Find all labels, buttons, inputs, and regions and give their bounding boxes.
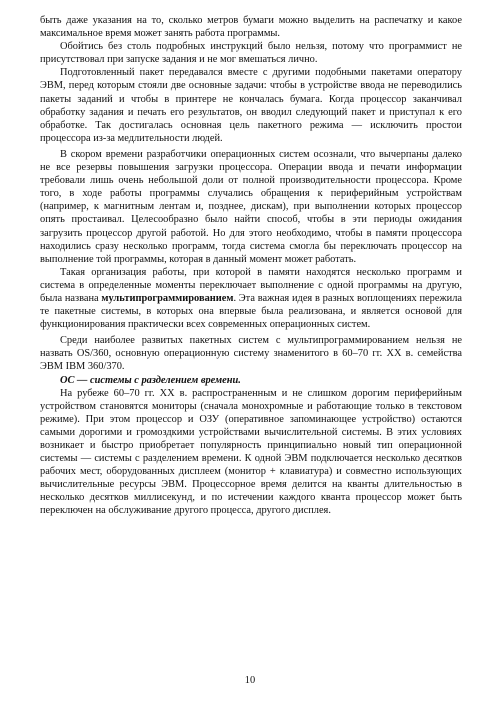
paragraph-os360: Среди наиболее развитых пакетных систем с мультипрограммированием нельзя не назвать OS/360, основную операционную систему знаменитого в 60–70 гг. XX в. семейства ЭВМ IBM 360/370. [40, 335, 462, 373]
paragraph-continuation: быть даже указания на то, сколько метров бумаги можно выделить на распечатку и какое максимальное время может занять работа программы. [40, 15, 462, 40]
paragraph-multiprogramming [40, 266, 462, 331]
paragraph-time-sharing: На рубеже 60–70 гг. XX в. распространенным и не слишком дорогим периферийным устройством становятся мониторы (сначала монохромные и работающие только в текстовом режиме). При этом процессор и ОЗУ (оперативное запоминающее устройство) остаются самыми дорогими и громоздкими устройствами вычислительной системы. В этих условиях возникает и быстро приобретает популярность принципиально новый тип операционной системы — системы с разделением времени. К одной ЭВМ подключается несколько десятков рабочих мест, оборудованных дисплеем (монитор + клавиатура) и совместно использующих вычислительные ресурсы ЭВМ. Процессорное время делится на кванты длительностью в несколько десятков миллисекунд, и по истечении каждого кванта процессор может быть переключен на обслуживание другого процесса, другого дисплея. [40, 387, 462, 517]
multiprogramming-text-after: . Эта важная идея в разных воплощениях пережила те пакетные системы, в которых она впервые была реализована, и является основой для функционирования практически всех современных операционных систем. [40, 292, 463, 331]
paragraph-instructions: Обойтись без столь подробных инструкций было нельзя, потому что программист не присутствовал при запуске задания и не мог вмешаться лично. [40, 41, 462, 66]
section-heading-time-sharing: ОС — системы с разделением времени. [60, 374, 241, 386]
page-number: 10 [244, 675, 256, 686]
multiprogramming-text-before: Такая организация работы, при которой в памяти находятся несколько программ и система в определенные моменты переключает выполнение с одной программы на другую, была названа [40, 266, 462, 304]
paragraph-processor-reserves: В скором времени разработчики операционных систем осознали, что вычерпаны далеко не все резервы повышения загрузки процессора. Операции ввода и печати информации требовали лишь очень небольшой доли от полной производительности процессора. Кроме того, в ходе работы программы случались обращения к периферийным устройствам (например, к магнитным лентам и, позднее, дискам), при выполнении которых процессор опять простаивал. Целесообразно было найти способ, чтобы в эти периоды ожидания загрузить процессор другой работой. Но для этого необходимо, чтобы в памяти процессора находились сразу несколько программ, тогда система смогла бы переключать процессор на выполнение той программы, которая в данный момент может работать. [40, 148, 462, 265]
paragraph-batch-operator: Подготовленный пакет передавался вместе с другими подобными пакетами оператору ЭВМ, перед которым стояли две основные задачи: чтобы в устройстве ввода не переводились пакеты заданий и чтобы в принтере не кончалась бумага. Когда процессор заканчивал обработку задания и печать его результатов, он вводил следующий пакет и приступал к его обработке. Так достигалась основная цель пакетного режима — исключить простои процессора из-за медлительности людей. [40, 67, 462, 144]
multiprogramming-term: мультипрограммированием [101, 292, 234, 304]
